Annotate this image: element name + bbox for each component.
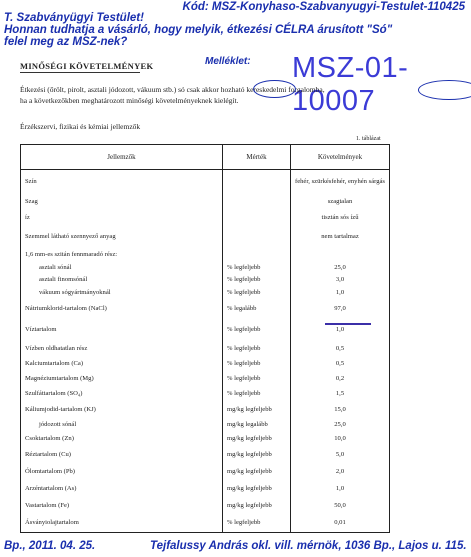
- row-unit: % legfeljebb: [222, 371, 290, 386]
- table-row: [21, 248, 390, 262]
- row-requirement: [291, 248, 390, 262]
- row-unit: % legfeljebb: [222, 341, 290, 356]
- row-characteristic: 1,6 mm-es szitán fennmaradó rész:: [21, 248, 223, 262]
- row-characteristic: Ólomtartalom (Pb): [21, 463, 223, 480]
- row-unit: mg/kg legfeljebb: [222, 446, 290, 463]
- row-requirement: 1,0: [291, 319, 390, 341]
- table-row: [21, 480, 390, 497]
- row-requirement: 0,2: [291, 371, 390, 386]
- row-requirement: 0,5: [291, 356, 390, 371]
- footer-author: Tejfalussy András okl. vill. mérnök, 1036 Bp., Lajos u. 115.: [150, 540, 467, 552]
- row-characteristic: asztali sónál: [21, 262, 223, 273]
- table-row: [21, 210, 390, 226]
- table-row: [21, 386, 390, 401]
- row-characteristic: Réztartalom (Cu): [21, 446, 223, 463]
- table-row: [21, 341, 390, 356]
- table-row: [21, 463, 390, 480]
- row-unit: % legfeljebb: [222, 356, 290, 371]
- row-requirement: 0,5: [291, 341, 390, 356]
- row-unit: [222, 210, 290, 226]
- heading-underline: [20, 72, 140, 73]
- row-characteristic: jódozott sónál: [21, 418, 223, 431]
- row-unit: % legfeljebb: [222, 273, 290, 286]
- row-unit: [222, 194, 290, 210]
- row-characteristic: vákuum sógyártmányoknál: [21, 286, 223, 299]
- row-unit: % legfeljebb: [222, 319, 290, 341]
- row-characteristic: Ásványiolajtartalom: [21, 514, 223, 533]
- row-unit: [222, 170, 290, 194]
- row-requirement: 1,0: [291, 480, 390, 497]
- row-unit: mg/kg legfeljebb: [222, 431, 290, 446]
- row-requirement: 15,0: [291, 401, 390, 418]
- row-unit: % legfeljebb: [222, 286, 290, 299]
- row-requirement: szagtalan: [291, 194, 390, 210]
- requirements-heading: MINŐSÉGI KÖVETELMÉNYEK: [20, 61, 154, 71]
- document-code: Kód: MSZ-Konyhaso-Szabvanyugyi-Testulet-110425: [182, 1, 465, 13]
- column-header: Jellemzők: [21, 145, 223, 170]
- row-unit: [222, 226, 290, 248]
- row-characteristic: asztali finomsónál: [21, 273, 223, 286]
- row-requirement: 0,01: [291, 514, 390, 533]
- question-line-1: T. Szabványügyi Testület!: [4, 12, 144, 24]
- footer-date: Bp., 2011. 04. 25.: [4, 540, 96, 552]
- table-row: [21, 356, 390, 371]
- table-number: 1. táblázat: [356, 136, 381, 142]
- row-requirement: 3,0: [291, 273, 390, 286]
- table-row: [21, 226, 390, 248]
- row-requirement: 5,0: [291, 446, 390, 463]
- row-requirement: 2,0: [291, 463, 390, 480]
- standard-code: MSZ-01-10007: [292, 52, 409, 117]
- row-unit: % legalább: [222, 299, 290, 319]
- table-header-row: [21, 145, 390, 170]
- row-unit: % legfeljebb: [222, 262, 290, 273]
- intro-line-2: ha a következőkben meghatározott minőségi követelményeknek kielégít.: [20, 96, 239, 105]
- table-row: [21, 319, 390, 341]
- row-characteristic: Nátriumklorid-tartalom (NaCl): [21, 299, 223, 319]
- table-row: [21, 514, 390, 533]
- row-unit: % legfeljebb: [222, 514, 290, 533]
- row-characteristic: Magnéziumtartalom (Mg): [21, 371, 223, 386]
- table-row: [21, 418, 390, 431]
- table-row: [21, 431, 390, 446]
- row-characteristic: Káliumjodid-tartalom (KJ): [21, 401, 223, 418]
- row-unit: mg/kg legalább: [222, 418, 290, 431]
- handwritten-underline-mark: [325, 323, 371, 325]
- attachment-label: Melléklet:: [205, 56, 251, 67]
- row-characteristic: Szulfáttartalom (SO₄): [21, 386, 223, 401]
- row-characteristic: Csoktartalom (Zn): [21, 431, 223, 446]
- row-characteristic: Vízben oldhatatlan rész: [21, 341, 223, 356]
- table-row: [21, 262, 390, 273]
- column-header: Mérték: [222, 145, 290, 170]
- row-requirement: 97,0: [291, 299, 390, 319]
- row-characteristic: Szag: [21, 194, 223, 210]
- table-row: [21, 273, 390, 286]
- handwritten-circle-mark: [418, 80, 471, 100]
- row-characteristic: Szín: [21, 170, 223, 194]
- table-row: [21, 286, 390, 299]
- intro-line-1: Étkezési (őrölt, pirolt, asztali jódozott, vákuum stb.) só csak akkor hozható kereskedelmi forgalomba,: [20, 85, 325, 94]
- table-row: [21, 401, 390, 418]
- row-requirement: 10,0: [291, 431, 390, 446]
- table-row: [21, 194, 390, 210]
- row-requirement: 1,5: [291, 386, 390, 401]
- question-line-3: felel meg az MSZ-nek?: [4, 36, 128, 48]
- row-requirement: 25,0: [291, 418, 390, 431]
- row-requirement: 1,0: [291, 286, 390, 299]
- table-row: [21, 170, 390, 194]
- row-requirement: nem tartalmaz: [291, 226, 390, 248]
- row-requirement: 50,0: [291, 497, 390, 514]
- table-row: [21, 371, 390, 386]
- row-unit: mg/kg legfeljebb: [222, 463, 290, 480]
- row-unit: [222, 248, 290, 262]
- section-title: Érzékszervi, fizikai és kémiai jellemzők: [20, 122, 141, 131]
- row-characteristic: Arzéntartalom (As): [21, 480, 223, 497]
- row-requirement: tisztán sós ízű: [291, 210, 390, 226]
- row-characteristic: Víztartalom: [21, 319, 223, 341]
- row-unit: mg/kg legfeljebb: [222, 401, 290, 418]
- table-row: [21, 497, 390, 514]
- row-unit: mg/kg legfeljebb: [222, 480, 290, 497]
- question-line-2: Honnan tudhatja a vásárló, hogy melyik, étkezési CÉLRA árusított "Só": [4, 24, 393, 36]
- row-characteristic: Vastartalom (Fe): [21, 497, 223, 514]
- row-characteristic: Szemmel látható szennyező anyag: [21, 226, 223, 248]
- row-characteristic: Kalciumtartalom (Ca): [21, 356, 223, 371]
- row-requirement: 25,0: [291, 262, 390, 273]
- row-requirement: fehér, szürkésfehér, enyhén sárgás: [291, 170, 390, 194]
- row-unit: % legfeljebb: [222, 386, 290, 401]
- requirements-table: [20, 144, 390, 533]
- column-header: Követelmények: [291, 145, 390, 170]
- table-row: [21, 446, 390, 463]
- row-characteristic: íz: [21, 210, 223, 226]
- row-unit: mg/kg legfeljebb: [222, 497, 290, 514]
- table-row: [21, 299, 390, 319]
- handwritten-circle-mark: [253, 80, 296, 98]
